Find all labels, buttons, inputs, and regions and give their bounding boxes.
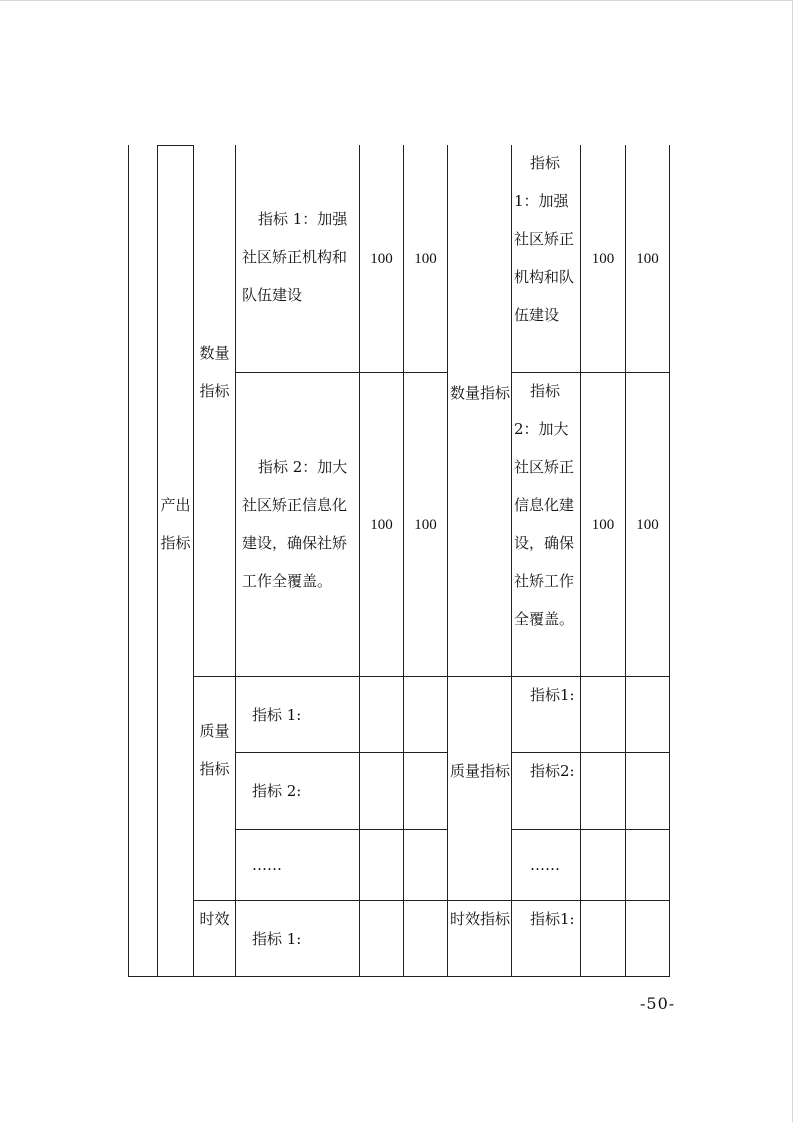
page-top-edge — [0, 0, 793, 1]
timeliness-group-cell: 时效 — [199, 910, 230, 928]
quality-ellipsis-cell: …… — [252, 856, 282, 874]
table-line — [235, 752, 447, 753]
category-cell: 产出指标 — [160, 496, 191, 552]
quantity-indicator-1-value-4: 100 — [636, 250, 659, 267]
quantity-indicator-2-value-1: 100 — [370, 516, 393, 533]
table-line — [669, 145, 670, 977]
quantity-indicator-2-right-cell: 指标2：加大社区矫正信息化建设，确保社矫工作全覆盖。 — [514, 382, 575, 628]
quantity-indicator-1-cell: 指标 1：加强社区矫正机构和队伍建设 — [242, 210, 348, 304]
table-line — [157, 145, 193, 146]
quantity-indicator-1-value-3: 100 — [591, 250, 615, 267]
quantity-group-right-cell: 数量指标 — [449, 384, 510, 402]
quality-ellipsis-right-cell: …… — [530, 856, 560, 874]
quantity-indicator-1-right-cell: 指标1：加强社区矫正机构和队伍建设 — [514, 154, 575, 324]
quantity-group-cell: 数量指标 — [199, 344, 230, 400]
quality-indicator-2-cell: 指标 2: — [252, 782, 302, 800]
quality-group-right-cell: 质量指标 — [449, 762, 510, 780]
timeliness-group-right-cell: 时效指标 — [449, 910, 510, 928]
quality-indicator-2-right-cell: 指标2: — [530, 762, 575, 780]
table-line — [128, 976, 670, 977]
table-line — [511, 829, 669, 830]
quantity-indicator-2-cell: 指标 2：加大社区矫正信息化建设，确保社矫工作全覆盖。 — [242, 458, 348, 590]
table-line — [193, 676, 669, 677]
table-line — [193, 145, 194, 977]
quantity-indicator-2-value-2: 100 — [414, 516, 437, 533]
timeliness-indicator-1-right-cell: 指标1: — [530, 910, 575, 928]
quantity-indicator-2-value-3: 100 — [591, 516, 615, 533]
table-line — [128, 145, 129, 977]
quality-indicator-1-right-cell: 指标1: — [530, 686, 575, 704]
timeliness-indicator-1-cell: 指标 1: — [252, 930, 302, 948]
quantity-indicator-1-value-2: 100 — [414, 250, 437, 267]
quantity-indicator-2-value-4: 100 — [636, 516, 659, 533]
table-line — [447, 145, 448, 977]
table-line — [235, 829, 447, 830]
quality-indicator-1-cell: 指标 1: — [252, 706, 302, 724]
table-line — [511, 145, 512, 977]
page-number: -50- — [640, 994, 676, 1013]
quality-group-cell: 质量指标 — [199, 722, 230, 778]
quantity-indicator-1-value-1: 100 — [370, 250, 393, 267]
table-line — [193, 900, 669, 901]
